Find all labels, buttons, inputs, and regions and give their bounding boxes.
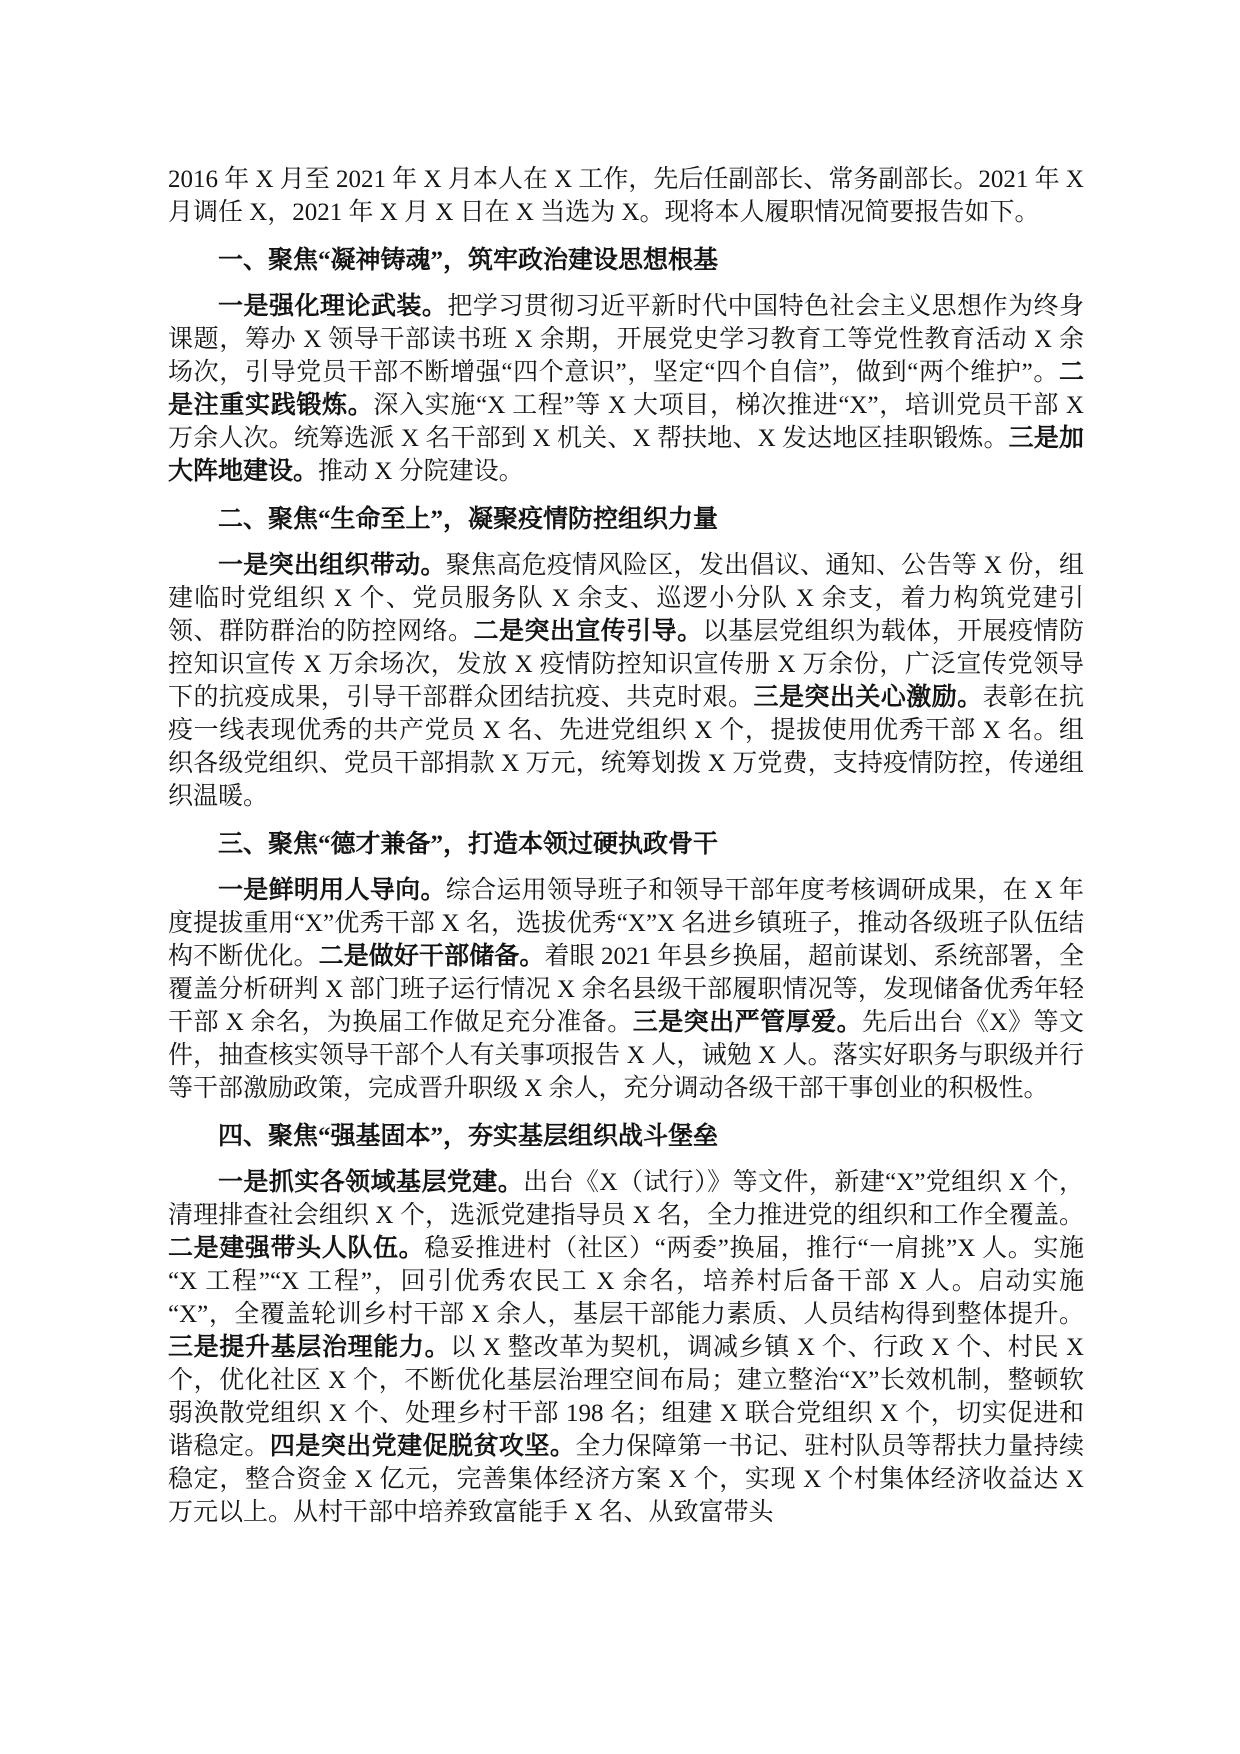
run-in-label: 三是突出关心激励。	[753, 684, 983, 711]
run-in-label: 三是提升基层治理能力。	[168, 1334, 451, 1361]
body-text: 先后出台《X》等文件，抽查核实领导干部个人有关事项报告 X 人，诫勉 X 人。落实好职务与职级并行等干部激励政策，完成晋升职级 X 余人，充分调动各级干部干事创业的积极性。	[168, 1009, 1084, 1102]
body-text: 把学习贯彻习近平新时代中国特色社会主义思想作为终身课题，筹办 X 领导干部读书班 X 余期，开展党史学习教育工等党性教育活动 X 余场次，引导党员干部不断增强“四个意识”，坚定“四个自信”，做到“两个维护”。	[168, 293, 1084, 386]
run-in-label: 二是突出宣传引导。	[473, 618, 703, 645]
section-heading: 四、聚焦“强基固本”，夯实基层组织战斗堡垒	[218, 1123, 719, 1150]
run-in-label: 一是鲜明用人导向。	[218, 877, 446, 904]
body-text: 深入实施“X 工程”等 X 大项目，梯次推进“X”，培训党员干部 X 万余人次。统筹选派 X 名干部到 X 机关、X 帮扶地、X 发达地区挂职锻炼。	[168, 392, 1084, 452]
sections	[168, 244, 1084, 1529]
document-content	[168, 163, 1084, 1529]
run-in-label: 二是做好干部储备。	[318, 943, 545, 970]
body-text: 出台《X（试行）》等文件，新建“X”党组织 X 个，清理排查社会组织 X 个，选派党建指导员 X 名，全力推进党的组织和工作全覆盖。	[168, 1169, 1084, 1229]
paragraph	[168, 549, 1084, 813]
intro-paragraph: 2016 年 X 月至 2021 年 X 月本人在 X 工作，先后任副部长、常务副部长。2021 年 X 月调任 X，2021 年 X 月 X 日在 X 当选为 X。现将本人履职情况简要报告如下。	[168, 166, 1084, 226]
run-in-label: 一是强化理论武装。	[218, 293, 448, 320]
body-text: 以 X 整改革为契机，调减乡镇 X 个、行政 X 个、村民 X 个，优化社区 X 个，不断优化基层治理空间布局；建立整治“X”长效机制，整顿软弱涣散党组织 X 个、处理乡村干部 198 名；组建 X 联合党组织 X 个，切实促进和谐稳定。	[168, 1334, 1084, 1460]
body-text: 综合运用领导班子和领导干部年度考核调研成果，在 X 年度提拔重用“X”优秀干部 X 名，选拔优秀“X”X 名进乡镇班子，推动各级班子队伍结构不断优化。	[168, 877, 1084, 970]
run-in-label: 一是抓实各领域基层党建。	[218, 1169, 524, 1196]
body-text: 聚焦高危疫情风险区，发出倡议、通知、公告等 X 份，组建临时党组织 X 个、党员服务队 X 余支、巡逻小分队 X 余支，着力构筑党建引领、群防群治的防控网络。	[168, 552, 1084, 645]
run-in-label: 二是建强带头人队伍。	[168, 1235, 425, 1262]
body-text: 全力保障第一书记、驻村队员等帮扶力量持续稳定，整合资金 X 亿元，完善集体经济方案 X 个，实现 X 个村集体经济收益达 X 万元以上。从村干部中培养致富能手 X 名、从致富带头	[168, 1433, 1084, 1526]
body-text: 稳妥推进村（社区）“两委”换届，推行“一肩挑”X 人。实施“X 工程”“X 工程”，回引优秀农民工 X 余名，培养村后备干部 X 人。启动实施“X”，全覆盖轮训乡村干部 X 余人，基层干部能力素质、人员结构得到整体提升。	[168, 1235, 1084, 1328]
body-text: 着眼 2021 年县乡换届，超前谋划、系统部署，全覆盖分析研判 X 部门班子运行情况 X 余名县级干部履职情况等，发现储备优秀年轻干部 X 余名，为换届工作做足充分准备。	[168, 943, 1084, 1036]
body-text: 表彰在抗疫一线表现优秀的共产党员 X 名、先进党组织 X 个，提拔使用优秀干部 X 名。组织各级党组织、党员干部捐款 X 万元，统筹划拨 X 万党费，支持疫情防控，传递组织温暖。	[168, 684, 1084, 810]
run-in-label: 三是加大阵地建设。	[168, 425, 1084, 485]
body-text: 以基层党组织为载体，开展疫情防控知识宣传 X 万余场次，发放 X 疫情防控知识宣传册 X 万余份，广泛宣传党领导下的抗疫成果，引导干部群众团结抗疫、共克时艰。	[168, 618, 1084, 711]
run-in-label: 四是突出党建促脱贫攻坚。	[269, 1433, 576, 1460]
paragraph	[168, 290, 1084, 488]
paragraph	[168, 874, 1084, 1105]
section-heading: 一、聚焦“凝神铸魂”，筑牢政治建设思想根基	[218, 247, 719, 274]
run-in-label: 一是突出组织带动。	[218, 552, 446, 579]
section-heading: 三、聚焦“德才兼备”，打造本领过硬执政骨干	[218, 831, 719, 858]
run-in-label: 三是突出严管厚爱。	[632, 1009, 863, 1036]
section-heading: 二、聚焦“生命至上”，凝聚疫情防控组织力量	[218, 506, 719, 533]
body-text: 推动 X 分院建设。	[318, 458, 524, 485]
run-in-label: 二是注重实践锻炼。	[168, 359, 1084, 419]
paragraph	[168, 1166, 1084, 1529]
